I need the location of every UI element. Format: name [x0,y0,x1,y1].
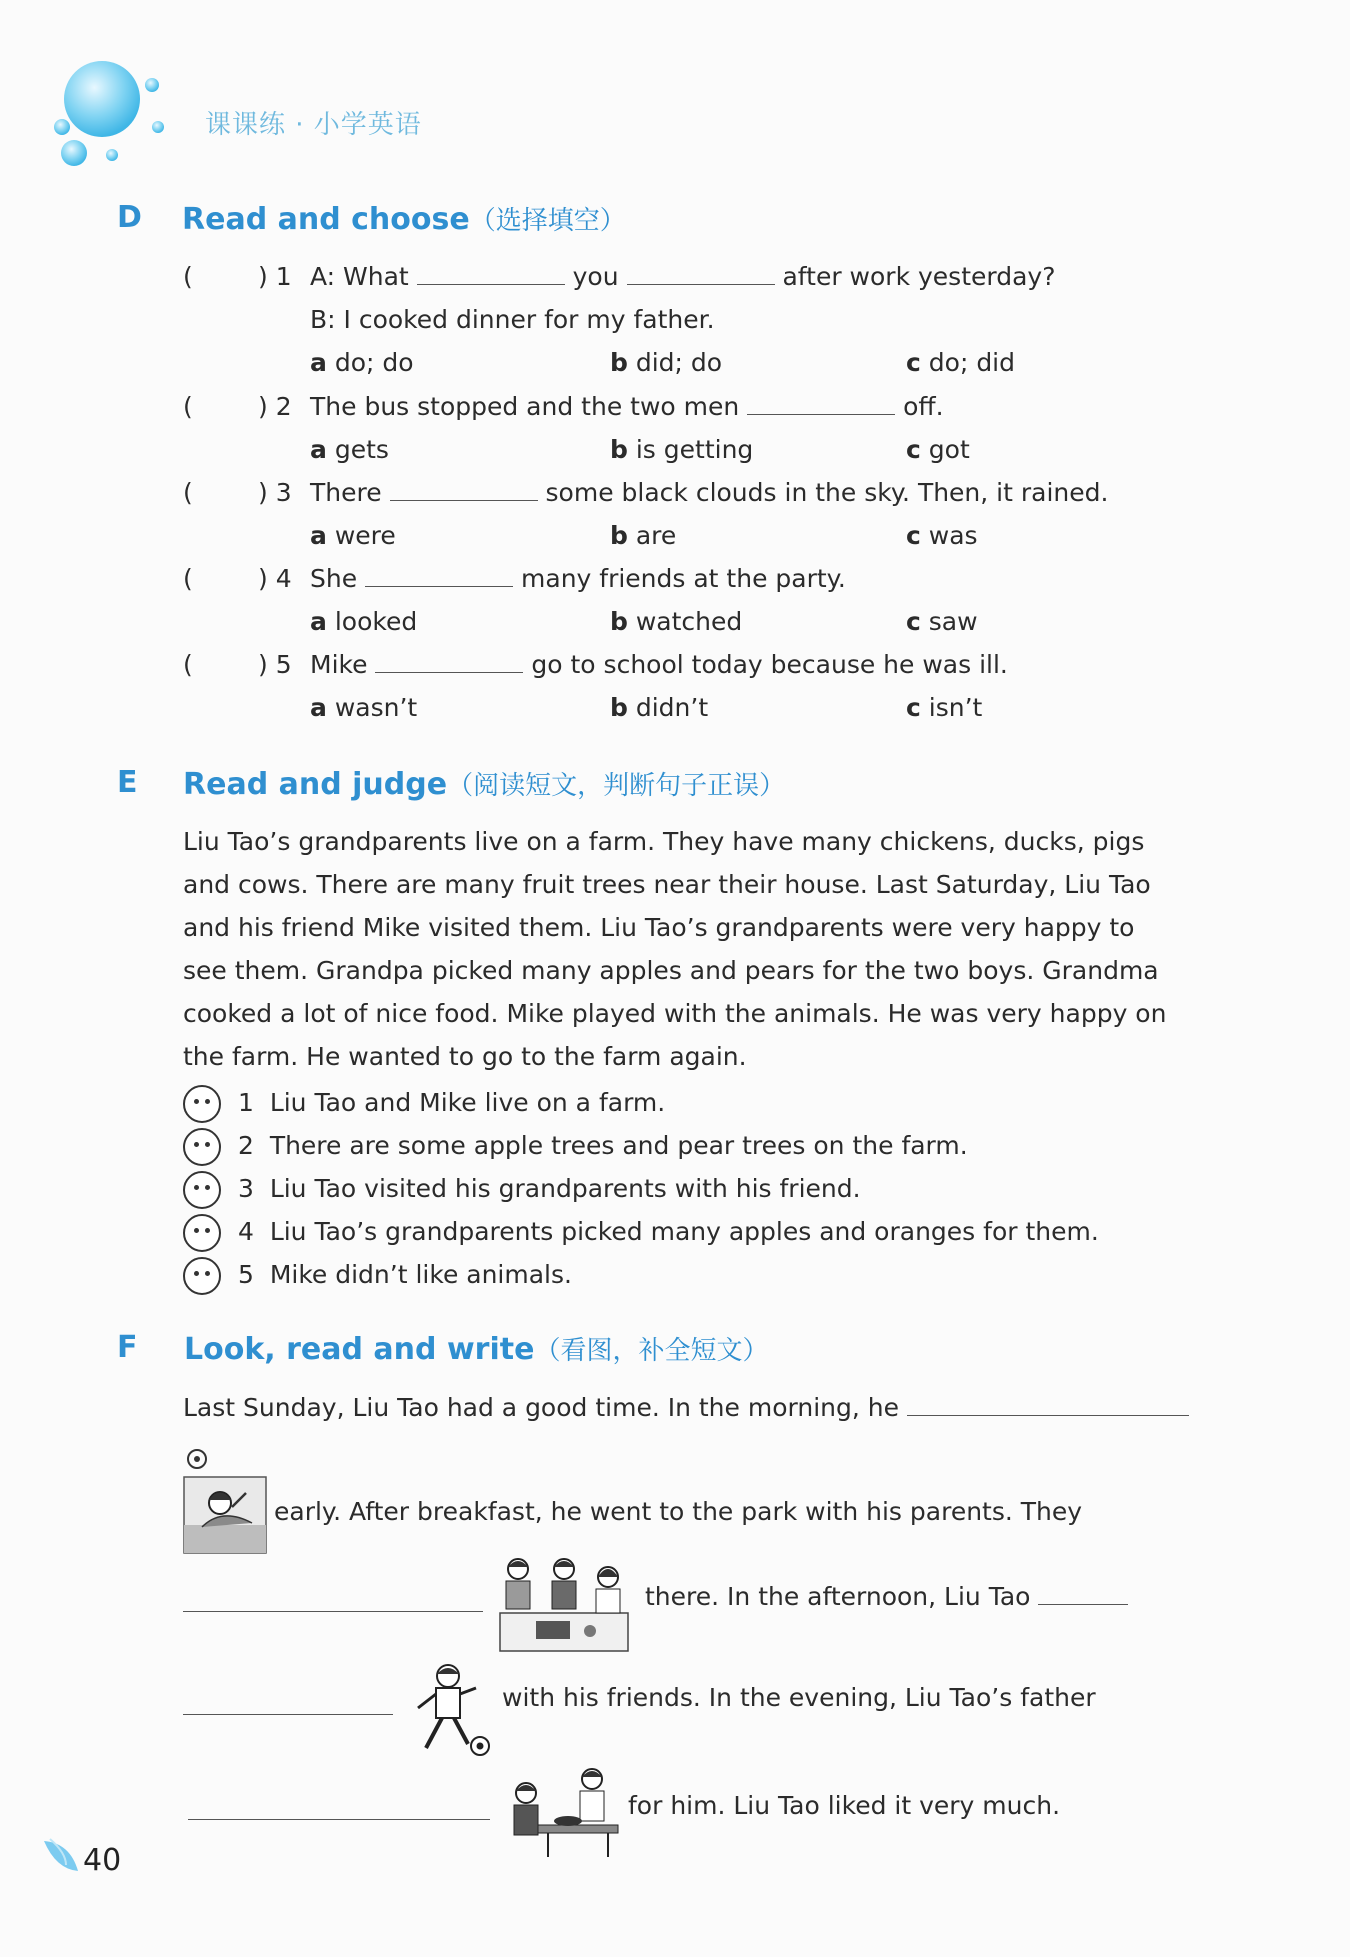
q3-text-b: some black clouds in the sky. Then, it rained. [545,478,1109,507]
q2-option-b[interactable]: b is getting [610,435,754,464]
q1-option-b[interactable]: b did; do [610,348,723,377]
q4-text-a: She [310,564,358,593]
q1-number: ) 1 [258,262,292,291]
picnic-picture [492,1555,634,1655]
q5-option-a[interactable]: a wasn’t [310,693,418,722]
statement-5: 5 Mike didn’t like animals. [238,1260,572,1289]
q3-number: ) 3 [258,478,292,507]
wake-up-picture [182,1445,268,1555]
section-e-title-cn: （阅读短文，判断句子正误） [447,771,786,801]
q4-number: ) 4 [258,564,292,593]
q5-text-a: Mike [310,650,368,679]
q5-line1 [310,650,1008,679]
q4-option-b[interactable]: b watched [610,607,743,636]
q1-option-c[interactable]: c do; did [906,348,1015,377]
q4-blank[interactable] [365,585,513,587]
q2-option-c[interactable]: c got [906,435,970,464]
statement-2: 2 There are some apple trees and pear trees on the farm. [238,1131,968,1160]
f-line-3 [645,1582,1128,1611]
section-f-letter: F [117,1330,138,1365]
q5-number: ) 5 [258,650,292,679]
section-d-title: Read and choose [182,202,470,237]
q1-blank-1[interactable] [417,283,565,285]
q1-line2: B: I cooked dinner for my father. [310,305,715,334]
q5-option-b[interactable]: b didn’t [610,693,709,722]
q5-text-b: go to school today because he was ill. [531,650,1008,679]
section-f-title-cn: （看图，补全短文） [534,1336,769,1366]
f-text-1: Last Sunday, Liu Tao had a good time. In the morning, he [183,1393,899,1422]
q2-text-a: The bus stopped and the two men [310,392,740,421]
football-picture [402,1660,494,1760]
f-line-5: for him. Liu Tao liked it very much. [628,1791,1061,1820]
smiley-face-icon[interactable] [183,1171,221,1209]
smiley-face-icon[interactable] [183,1128,221,1166]
section-e-passage: Liu Tao’s grandparents live on a farm. They have many chickens, ducks, pigs and cows. There are many fruit trees near their house. Last Saturday, Liu Tao and his friend Mike visited them. Liu Tao’s grandparents were very happy to see them. Grandpa picked many apples and pears for the two boys. Grandma cooked a lot of nice food. Mike played with the animals. He was very happy on the farm. He wanted to go to the farm again. [183,827,1167,1071]
section-d-title-cn: （选择填空） [469,206,626,236]
q3-blank[interactable] [390,499,538,501]
q1-blank-2[interactable] [627,283,775,285]
f-blank-4[interactable] [183,1713,393,1715]
q2-bracket: ( [183,392,193,421]
leaf-icon [40,1835,82,1877]
q2-text-b: off. [903,392,944,421]
q3-option-b[interactable]: b are [610,521,677,550]
dinner-picture [498,1765,623,1860]
q4-line1 [310,564,846,593]
f-blank-5[interactable] [188,1818,490,1820]
section-e-title: Read and judge [183,767,448,802]
statement-3: 3 Liu Tao visited his grandparents with his friend. [238,1174,861,1203]
q3-bracket: ( [183,478,193,507]
q2-option-a[interactable]: a gets [310,435,389,464]
q2-blank[interactable] [747,413,895,415]
f-line-1 [183,1393,1189,1422]
q1-text-a: A: What [310,262,409,291]
smiley-face-icon[interactable] [183,1214,221,1252]
section-f-heading [184,1330,768,1367]
q3-option-c[interactable]: c was [906,521,978,550]
q5-option-c[interactable]: c isn’t [906,693,983,722]
section-e-letter: E [117,765,138,800]
q5-bracket: ( [183,650,193,679]
q4-bracket: ( [183,564,193,593]
header-title: 课课练 · 小学英语 [205,110,422,140]
f-line-4: with his friends. In the evening, Liu Tao’s father [502,1683,1096,1712]
q3-line1 [310,478,1108,507]
section-d-letter: D [117,200,142,235]
f-blank-1[interactable] [907,1414,1189,1416]
bubbles-decoration [40,55,180,175]
f-text-3: there. In the afternoon, Liu Tao [645,1582,1031,1611]
q1-text-b: you [572,262,619,291]
q3-option-a[interactable]: a were [310,521,396,550]
q2-line1 [310,392,944,421]
q1-bracket: ( [183,262,193,291]
q1-line1 [310,262,1055,291]
q4-option-a[interactable]: a looked [310,607,418,636]
smiley-face-icon[interactable] [183,1257,221,1295]
section-d-heading [182,200,626,237]
q1-option-a[interactable]: a do; do [310,348,414,377]
section-f-title: Look, read and write [184,1332,535,1367]
f-blank-3[interactable] [1038,1603,1128,1605]
statement-1: 1 Liu Tao and Mike live on a farm. [238,1088,666,1117]
f-line-2: early. After breakfast, he went to the park with his parents. They [274,1497,1083,1526]
f-blank-2[interactable] [183,1610,483,1612]
q1-text-c: after work yesterday? [782,262,1056,291]
q4-option-c[interactable]: c saw [906,607,978,636]
smiley-face-icon[interactable] [183,1085,221,1123]
q3-text-a: There [310,478,382,507]
page-number: 40 [83,1843,122,1878]
q5-blank[interactable] [375,671,523,673]
section-e-heading [183,765,785,802]
statement-4: 4 Liu Tao’s grandparents picked many apples and oranges for them. [238,1217,1099,1246]
q2-number: ) 2 [258,392,292,421]
q4-text-b: many friends at the party. [521,564,846,593]
